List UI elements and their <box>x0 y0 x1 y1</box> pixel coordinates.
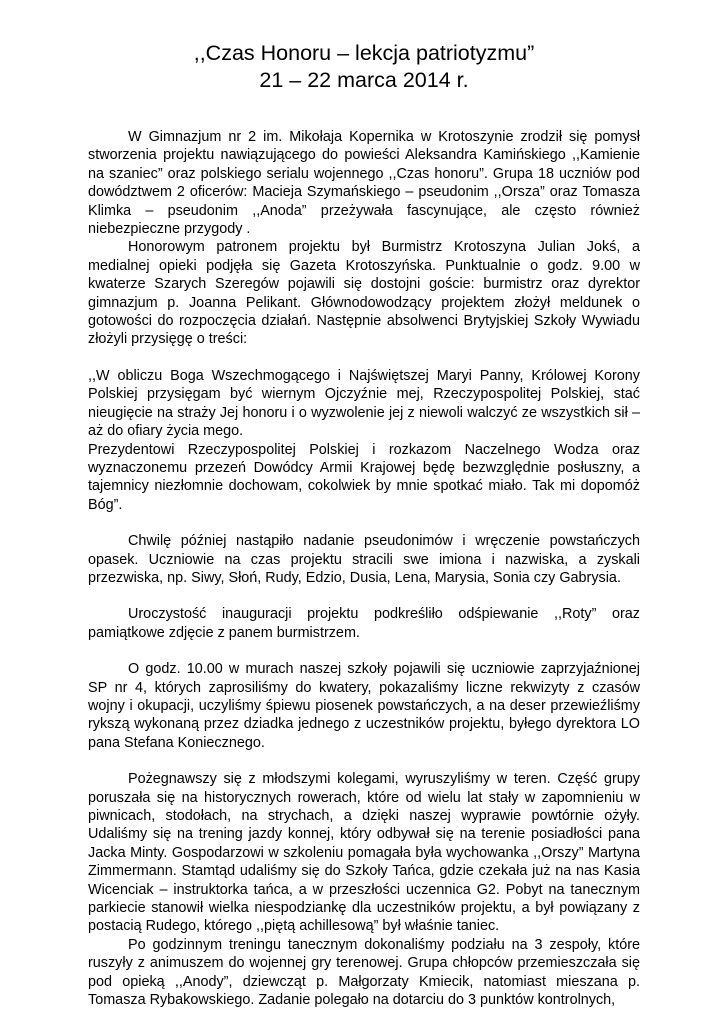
paragraph: Honorowym patronem projektu był Burmistrz Krotoszyna Julian Jokś, a medialnej opieki podjęła się Gazeta Krotoszyńska. Punktualnie o godz. 9.00 w kwaterze Szarych Szeregów pojawili się dostojni goście: burmistrz oraz dyrektor gimnazjum p. Joanna Pelikant. Głównodowodzący projektem złożył meldunek o gotowości do rozpoczęcia działań. Następnie absolwenci Brytyjskiej Szkoły Wywiadu złożyli przysięgę o treści: <box>88 239 640 348</box>
document-title <box>88 40 640 94</box>
title-line-2: 21 – 22 marca 2014 r. <box>259 68 469 92</box>
spacer <box>88 642 640 660</box>
paragraph: O godz. 10.00 w murach naszej szkoły pojawili się uczniowie zaprzyjaźnionej SP nr 4, których zaprosiliśmy do kwatery, pokazaliśmy liczne rekwizyty z czasów wojny i okupacji, uczyliśmy śpiewu piosenek powstańczych, a na deser przewieźliśmy rykszą wykonaną przez dziadka jednego z uczestników projektu, byłego dyrektora LO pana Stefana Koniecznego. <box>88 661 640 751</box>
document-body <box>88 128 640 1009</box>
paragraph: Pożegnawszy się z młodszymi kolegami, wyruszyliśmy w teren. Część grupy poruszała się na historycznych rowerach, które od wielu lat stały w zapomnieniu w piwnicach, stodołach, na strychach, a dzięki naszej wyprawie powtórnie ożyły. Udaliśmy się na trening jazdy konnej, który odbywał się na terenie posiadłości pana Jacka Minty. Gospodarzowi w szkoleniu pomagała była wychowanka ,,Orszy” Martyna Zimmermann. Stamtąd udaliśmy się do Szkoły Tańca, gdzie czekała już na nas Kasia Wicenciak – instruktorka tańca, a w przeszłości uczennica G2. Pobyt na tanecznym parkiecie stanowił wielka niespodziankę dla uczestników projektu, a był powiązany z postacią Rudego, którego ,,piętą achillesową” był właśnie taniec. <box>88 771 640 935</box>
spacer <box>88 752 640 770</box>
paragraph: Po godzinnym treningu tanecznym dokonaliśmy podziału na 3 zespoły, które ruszyły z animuszem do wojennej gry terenowej. Grupa chłopców przemieszczała się pod opieką ,,Anody”, dziewcząt p. Małgorzaty Kmiecik, natomiast mieszana p. Tomasza Rybakowskiego. Zadanie polegało na dotarciu do 3 punktów kontrolnych, <box>88 936 640 1009</box>
paragraph: Chwilę później nastąpiło nadanie pseudonimów i wręczenie powstańczych opasek. Uczniowie na czas projektu stracili swe imiona i nazwiska, a zyskali przezwiska, np. Siwy, Słoń, Rudy, Edzio, Dusia, Lena, Marysia, Sonia czy Gabrysia. <box>88 533 640 586</box>
spacer <box>88 514 640 532</box>
paragraph: Uroczystość inauguracji projektu podkreśliło odśpiewanie ,,Roty” oraz pamiątkowe zdjęcie z panem burmistrzem. <box>88 606 640 641</box>
spacer <box>88 587 640 605</box>
title-line-1: ,,Czas Honoru – lekcja patriotyzmu” <box>193 41 535 65</box>
oath-paragraph: Prezydentowi Rzeczypospolitej Polskiej i rozkazom Naczelnego Wodza oraz wyznaczonemu przezeń Dowódcy Armii Krajowej będę bezwzględnie posłuszny, a tajemnicy niezłomnie dochowam, cokolwiek by mnie spotkać miało. Tak mi dopomóż Bóg”. <box>88 441 640 513</box>
spacer <box>88 349 640 367</box>
document-page <box>88 40 640 1009</box>
oath-paragraph: ,,W obliczu Boga Wszechmogącego i Najświętszej Maryi Panny, Królowej Korony Polskiej przysięgam być wiernym Ojczyźnie mej, Rzeczypospolitej Polskiej, stać nieugięcie na straży Jej honoru i o wyzwolenie jej z niewoli walczyć ze wszystkich sił – aż do ofiary życia mego. <box>88 367 640 440</box>
paragraph: W Gimnazjum nr 2 im. Mikołaja Kopernika w Krotoszynie zrodził się pomysł stworzenia projektu nawiązującego do powieści Aleksandra Kamińskiego ,,Kamienie na szaniec” oraz polskiego serialu wojennego ,,Czas honoru”. Grupa 18 uczniów pod dowództwem 2 oficerów: Macieja Szymańskiego – pseudonim ,,Orsza” oraz Tomasza Klimka – pseudonim ,,Anoda” przeżywała fascynujące, ale często również niebezpieczne przygody . <box>88 129 640 238</box>
